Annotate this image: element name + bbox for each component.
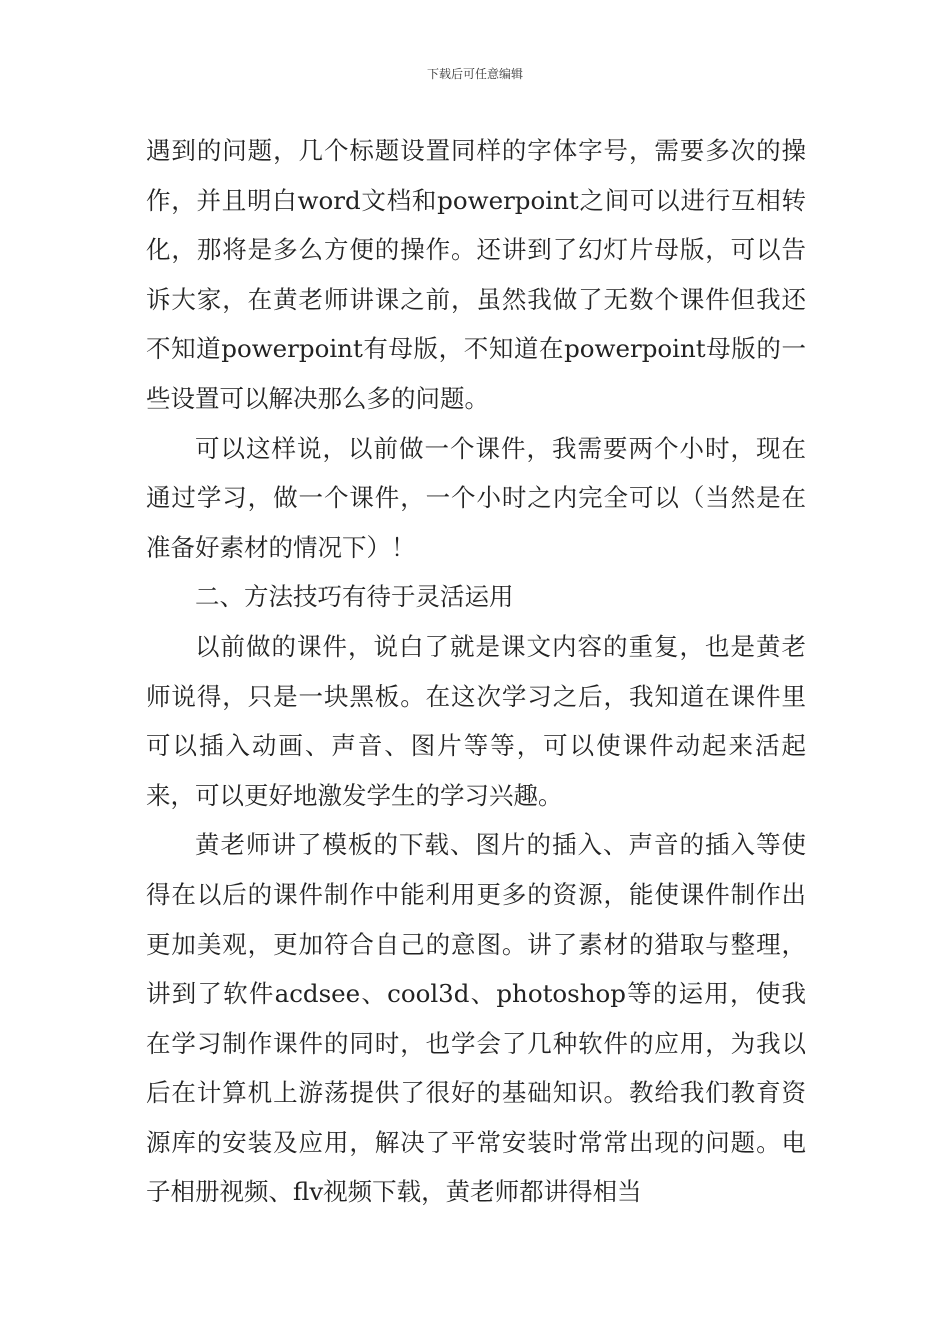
paragraph: 可以这样说，以前做一个课件，我需要两个小时，现在通过学习，做一个课件，一个小时之内完全可以（当然是在准备好素材的情况下）！ — [146, 433, 806, 562]
paragraph: 黄老师讲了模板的下载、图片的插入、声音的插入等使得在以后的课件制作中能利用更多的资源，能使课件制作出更加美观，更加符合自己的意图。讲了素材的猎取与整理，讲到了软件acdsee、cool3d、photoshop等的运用，使我在学习制作课件的同时，也学会了几种软件的应用，为我以后在计算机上游荡提供了很好的基础知识。教给我们教育资源库的安装及应用，解决了平常安装时常常出现的问题。电子相册视频、flv视频下载，黄老师都讲得相当 — [146, 830, 806, 1207]
section-heading: 二、方法技巧有待于灵活运用 — [195, 582, 514, 612]
page-header: 下载后可任意编辑 — [426, 67, 523, 81]
document-body — [146, 126, 806, 1217]
paragraph: 以前做的课件，说白了就是课文内容的重复，也是黄老师说得，只是一块黑板。在这次学习之后，我知道在课件里可以插入动画、声音、图片等等，可以使课件动起来活起来，可以更好地激发学生的学习兴趣。 — [146, 631, 806, 810]
paragraph: 遇到的问题，几个标题设置同样的字体字号，需要多次的操作，并且明白word文档和powerpoint之间可以进行互相转化，那将是多么方便的操作。还讲到了幻灯片母版，可以告诉大家，在黄老师讲课之前，虽然我做了无数个课件但我还不知道powerpoint有母版，不知道在powerpoint母版的一些设置可以解决那么多的问题。 — [146, 136, 806, 413]
